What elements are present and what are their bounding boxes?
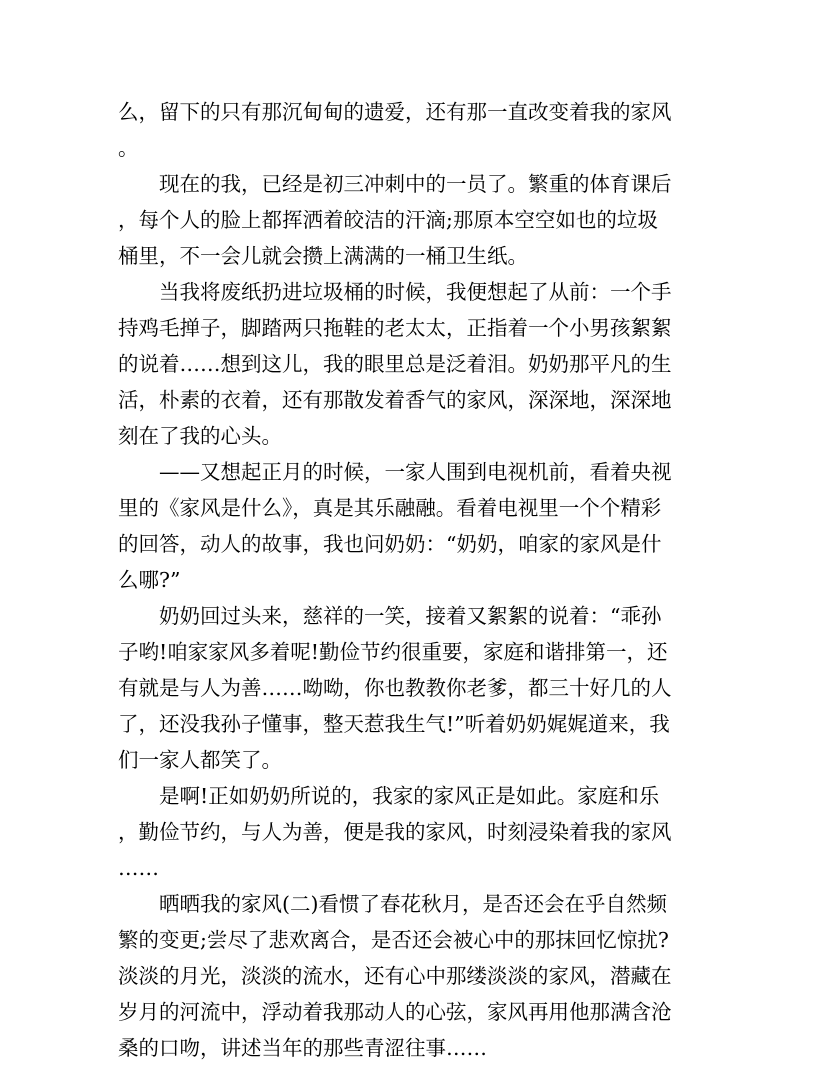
text-line: 岁月的河流中，浮动着我那动人的心弦，家风再用他那满含沧 xyxy=(118,1000,672,1024)
paragraph xyxy=(118,598,702,778)
paragraph xyxy=(118,886,702,1066)
text-line: 活，朴素的衣着，还有那散发着香气的家风，深深地，深深地 xyxy=(118,388,672,412)
text-line: …… xyxy=(118,856,159,880)
text-line: 当我将废纸扔进垃圾桶的时候，我便想起了从前：一个手 xyxy=(118,280,672,304)
text-line: 了，还没我孙子懂事，整天惹我生气!”听着奶奶娓娓道来，我 xyxy=(118,712,670,736)
paragraph xyxy=(118,166,702,274)
text-line: ，勤俭节约，与人为善，便是我的家风，时刻浸染着我的家风 xyxy=(118,820,672,844)
text-line: ，每个人的脸上都挥洒着皎洁的汗滴;那原本空空如也的垃圾 xyxy=(118,208,658,232)
text-line: 有就是与人为善……呦呦，你也教教你老爹，都三十好几的人 xyxy=(118,676,672,700)
text-line: 的说着……想到这儿，我的眼里总是泛着泪。奶奶那平凡的生 xyxy=(118,352,672,376)
text-line: 刻在了我的心头。 xyxy=(118,424,282,448)
text-line: 。 xyxy=(118,136,139,160)
text-line: 是啊!正如奶奶所说的，我家的家风正是如此。家庭和乐 xyxy=(118,784,660,808)
paragraph xyxy=(118,274,702,454)
text-line: 繁的变更;尝尽了悲欢离合，是否还会被心中的那抹回忆惊扰? xyxy=(118,928,669,952)
text-line: 们一家人都笑了。 xyxy=(118,748,282,772)
document-body xyxy=(118,94,702,1066)
text-line: 晒晒我的家风(二)看惯了春花秋月，是否还会在乎自然频 xyxy=(118,892,667,916)
text-line: 现在的我，已经是初三冲刺中的一员了。繁重的体育课后 xyxy=(118,172,672,196)
paragraph xyxy=(118,778,702,886)
text-line: 么哪?” xyxy=(118,568,181,592)
text-line: 子哟!咱家家风多着呢!勤俭节约很重要，家庭和谐排第一，还 xyxy=(118,640,668,664)
text-line: ——又想起正月的时候，一家人围到电视机前，看着央视 xyxy=(118,460,672,484)
text-line: 淡淡的月光，淡淡的流水，还有心中那缕淡淡的家风，潜藏在 xyxy=(118,964,672,988)
text-line: 桶里，不一会儿就会攒上满满的一桶卫生纸。 xyxy=(118,244,528,268)
paragraph xyxy=(118,454,702,598)
paragraph xyxy=(118,94,702,166)
text-line: 么，留下的只有那沉甸甸的遗爱，还有那一直改变着我的家风 xyxy=(118,100,672,124)
text-line: 桑的口吻，讲述当年的那些青涩往事…… xyxy=(118,1036,487,1060)
text-line: 奶奶回过头来，慈祥的一笑，接着又絮絮的说着：“乖孙 xyxy=(118,604,662,628)
text-line: 里的《家风是什么》，真是其乐融融。看着电视里一个个精彩 xyxy=(118,496,662,520)
text-line: 持鸡毛掸子，脚踏两只拖鞋的老太太，正指着一个小男孩絮絮 xyxy=(118,316,672,340)
text-line: 的回答，动人的故事，我也问奶奶：“奶奶，咱家的家风是什 xyxy=(118,532,662,556)
